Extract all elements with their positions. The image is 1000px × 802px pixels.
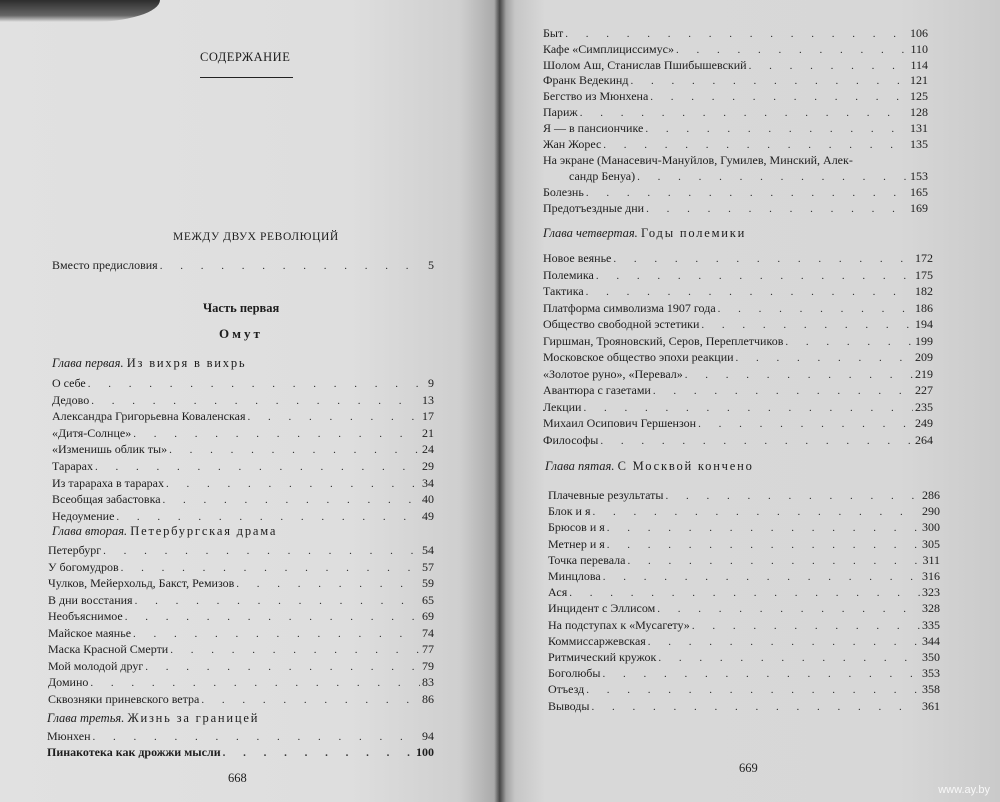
entry-page: 311 (922, 552, 940, 567)
toc-entry (52, 508, 434, 524)
toc-entry (48, 575, 434, 591)
entry-title: Коммиссаржевская (548, 633, 646, 648)
entry-title: Быт (543, 26, 564, 40)
entry-page: 227 (915, 383, 933, 397)
entry-title: «Золотое руно», «Перевал» (543, 366, 683, 381)
toc-entry (543, 432, 933, 448)
toc-entry-screen (543, 168, 928, 184)
entry-page: 59 (422, 576, 434, 590)
entry-page: 286 (922, 488, 940, 502)
entry-title: Боголюбы (548, 666, 601, 681)
leader-dots (718, 301, 913, 317)
entry-page: 29 (422, 459, 434, 473)
entry-page: 69 (422, 609, 434, 623)
entry-page: 153 (910, 169, 928, 183)
entry-page: 110 (910, 41, 928, 56)
toc-entry-screen-line1 (543, 152, 928, 168)
entry-title: Инцидент с Эллисом (548, 601, 656, 616)
leader-dots (586, 682, 920, 698)
entry-page: 353 (922, 666, 940, 681)
toc-entry (543, 136, 928, 152)
entry-page: 344 (922, 633, 940, 648)
toc-entry (543, 283, 933, 299)
entry-page: 323 (922, 585, 940, 600)
entry-page: 5 (428, 258, 434, 272)
toc-entry (48, 608, 434, 624)
entry-title: Недоумение (52, 508, 115, 523)
toc-entry (548, 600, 940, 616)
toc-entry (47, 744, 434, 760)
toc-entry (543, 104, 928, 120)
toc-entry (548, 649, 940, 665)
leader-dots (607, 537, 920, 553)
toc-entry (543, 300, 933, 316)
toc-entry (543, 72, 928, 88)
leader-dots (736, 350, 913, 366)
entry-title: Из тарараха в тарарах (52, 475, 164, 490)
leader-dots (166, 476, 420, 492)
chapter-heading (545, 459, 754, 474)
entry-title: Необъяснимое (48, 609, 123, 623)
entry-page: 235 (915, 399, 933, 414)
toc-entry (548, 552, 940, 568)
leader-dots (591, 699, 920, 715)
leader-dots (565, 26, 908, 42)
chapter-title: Из вихря в вихрь (126, 356, 247, 370)
entry-title: О себе (52, 376, 86, 390)
leader-dots (650, 89, 908, 105)
entry-page: 77 (422, 642, 434, 656)
leader-dots (586, 185, 908, 201)
entry-title: Ася (548, 585, 568, 600)
entry-title: На подступах к «Мусагету» (548, 617, 690, 632)
toc-entry (548, 568, 940, 584)
leader-dots (248, 409, 420, 425)
toc-entry (548, 503, 940, 519)
entry-title: Шолом Аш, Станислав Пшибышевский (543, 57, 747, 72)
toc-entry (543, 349, 933, 365)
entry-page: 79 (422, 658, 434, 673)
entry-title: Франк Ведекинд (543, 73, 629, 88)
entry-page: 57 (422, 559, 434, 574)
entry-title: Полемика (543, 267, 594, 282)
leader-dots (593, 504, 921, 520)
toc-entry (543, 267, 933, 283)
entry-title: Философы (543, 432, 599, 447)
leader-dots (685, 367, 913, 383)
toc-entry (48, 542, 434, 558)
entry-page: 114 (910, 57, 928, 72)
entry-title: Метнер и я (548, 536, 605, 551)
entry-title: Пинакотека как дрожжи мысли (47, 745, 221, 759)
toc-entry (543, 57, 928, 73)
entry-page: 290 (922, 504, 940, 519)
entry-title: Лекции (543, 399, 582, 414)
toc-entry (548, 584, 940, 600)
entry-page: 74 (422, 625, 434, 640)
entry-page: 186 (915, 300, 933, 315)
right-page (500, 0, 1000, 802)
entry-title: Гиршман, Трояновский, Серов, Переплетчиков (543, 333, 784, 348)
leader-dots (630, 73, 908, 89)
entry-title: Мой молодой друг (48, 658, 144, 673)
entry-title: «Изменишь облик ты» (52, 442, 168, 457)
entry-title: У богомудров (48, 559, 119, 574)
toc-entry (52, 392, 434, 408)
entry-page: 135 (910, 136, 928, 151)
toc-entry (548, 633, 940, 649)
leader-dots (170, 642, 420, 658)
leader-dots (201, 692, 420, 708)
leader-dots (103, 543, 420, 559)
entry-page: 249 (915, 416, 933, 430)
leader-dots (692, 618, 920, 634)
toc-entry (543, 41, 928, 57)
entry-page: 209 (915, 350, 933, 364)
entry-title: Отъезд (548, 682, 585, 697)
leader-dots (603, 137, 908, 153)
toc-entry (543, 382, 933, 398)
book-spine (494, 0, 506, 802)
entry-title: Петербург (48, 543, 102, 557)
toc-entry (543, 184, 928, 200)
toc-entry (548, 665, 940, 681)
toc-entry (48, 592, 434, 608)
entry-page: 49 (422, 508, 434, 523)
chapter-label: Глава вторая. (52, 524, 128, 538)
entry-title: Болезнь (543, 185, 584, 199)
leader-dots (223, 745, 414, 761)
entry-title: Чулков, Мейерхольд, Бакст, Ремизов (48, 576, 235, 590)
entry-title: Предотъездные дни (543, 201, 645, 215)
toc-entry (52, 441, 434, 457)
entry-page: 125 (910, 89, 928, 104)
leader-dots (602, 666, 920, 682)
entry-page: 21 (422, 425, 434, 440)
leader-dots (583, 400, 913, 416)
entry-title: Авантюра с газетами (543, 383, 651, 397)
toc-entry (47, 728, 434, 744)
entry-title: Маска Красной Смерти (48, 642, 169, 656)
toc-entry (52, 458, 434, 474)
entry-title: Вместо предисловия (52, 258, 158, 272)
entry-title: Я — в пансиончике (543, 120, 644, 135)
toc-entry (548, 698, 940, 714)
entry-title: Блок и я (548, 504, 591, 519)
leader-dots (121, 560, 420, 576)
toc-entry (52, 425, 434, 441)
entry-title: Ритмический кружок (548, 650, 657, 664)
toc-entry (48, 674, 434, 690)
leader-dots (666, 488, 921, 504)
entry-title: Новое веянье (543, 251, 612, 265)
chapter-title: Жизнь за границей (127, 711, 260, 725)
chapter-label: Глава третья. (47, 711, 125, 725)
toc-entry (48, 641, 434, 657)
entry-title: Платформа символизма 1907 года (543, 300, 716, 315)
leader-dots (133, 426, 420, 442)
page-number: 669 (739, 761, 758, 775)
entry-page: 169 (910, 201, 928, 215)
entry-page: 83 (422, 675, 434, 689)
entry-title: Минцлова (548, 569, 601, 583)
entry-title: Париж (543, 105, 578, 119)
toc-entry (543, 415, 933, 431)
entry-title: Тактика (543, 284, 584, 298)
leader-dots (600, 433, 913, 449)
chapter-label: Глава первая. (52, 356, 124, 370)
leader-dots (163, 492, 420, 508)
leader-dots (653, 383, 913, 399)
leader-dots (749, 58, 909, 74)
toc-entry (543, 200, 928, 216)
toc-entry (52, 375, 434, 391)
leader-dots (637, 169, 908, 185)
chapter-title: Годы полемики (640, 226, 747, 240)
entry-title: сандр Бенуа) (569, 169, 636, 183)
chapter-label: Глава четвертая. (543, 226, 638, 240)
chapter-heading (47, 711, 259, 726)
entry-title: Жан Жорес (543, 136, 602, 151)
entry-page: 128 (910, 105, 928, 119)
entry-page: 131 (910, 120, 928, 135)
entry-title: На экране (Манасевич-Мануйлов, Гумилев, Минский, Алек- (543, 153, 853, 167)
entry-title: Мюнхен (47, 729, 91, 743)
entry-title: Общество свободной эстетики (543, 317, 700, 331)
toc-entry (543, 333, 933, 349)
table-shadow (0, 0, 160, 22)
toc-entry (48, 559, 434, 575)
entry-page: 17 (422, 409, 434, 424)
leader-dots (586, 284, 913, 300)
entry-title: Кафе «Симплициссимус» (543, 41, 674, 56)
entry-title: Брюсов и я (548, 520, 605, 535)
leader-dots (645, 121, 908, 137)
entry-page: 165 (910, 185, 928, 199)
toc-entry (48, 658, 434, 674)
leader-dots (93, 729, 420, 745)
leader-dots (698, 416, 913, 432)
entry-title: Плачевные результаты (548, 488, 664, 502)
toc-entry-preface (52, 257, 434, 273)
leader-dots (116, 509, 420, 525)
page-number: 668 (228, 771, 247, 785)
toc-entry (543, 120, 928, 136)
entry-page: 65 (422, 592, 434, 607)
toc-entry (48, 625, 434, 641)
entry-page: 94 (422, 729, 434, 743)
toc-entry (543, 316, 933, 332)
leader-dots (160, 258, 426, 274)
leader-dots (676, 42, 908, 58)
entry-title: Всеобщая забастовка (52, 492, 161, 507)
entry-page: 300 (922, 520, 940, 535)
entry-title: Майское маянье (48, 625, 132, 640)
leader-dots (701, 317, 913, 333)
entry-page: 328 (922, 601, 940, 616)
entry-title: Михаил Осипович Гершензон (543, 416, 697, 430)
leader-dots (607, 520, 920, 536)
leader-dots (133, 626, 420, 642)
leader-dots (90, 675, 420, 691)
leader-dots (95, 459, 420, 475)
leader-dots (785, 334, 913, 350)
entry-title: Московское общество эпохи реакции (543, 350, 734, 364)
toc-entry (543, 250, 933, 266)
entry-page: 264 (915, 432, 933, 447)
toc-entry (543, 88, 928, 104)
entry-page: 358 (922, 682, 940, 697)
toc-entry (543, 399, 933, 415)
leader-dots (596, 268, 913, 284)
part-title: Часть первая (203, 301, 280, 315)
watermark-text: www.ay.by (938, 784, 990, 796)
toc-entry (543, 366, 933, 382)
entry-page: 172 (915, 251, 933, 265)
entry-title: Домино (48, 675, 89, 689)
entry-page: 106 (910, 26, 928, 40)
leader-dots (569, 585, 920, 601)
leader-dots (657, 601, 920, 617)
entry-page: 316 (922, 569, 940, 583)
section-title: МЕЖДУ ДВУХ РЕВОЛЮЦИЙ (173, 231, 339, 243)
entry-title: В дни восстания (48, 592, 133, 607)
leader-dots (88, 376, 426, 392)
entry-title: Бегство из Мюнхена (543, 89, 649, 104)
leader-dots (648, 634, 920, 650)
title-rule (200, 77, 293, 78)
entry-page: 9 (428, 376, 434, 390)
entry-title: Выводы (548, 698, 590, 713)
leader-dots (91, 393, 420, 409)
leader-dots (580, 105, 908, 121)
leader-dots (169, 442, 420, 458)
entry-page: 24 (422, 442, 434, 457)
entry-page: 350 (922, 650, 940, 664)
entry-title: Тарарах (52, 459, 94, 473)
toc-entry (52, 475, 434, 491)
leader-dots (627, 553, 920, 569)
toc-entry (548, 519, 940, 535)
entry-title: Сквозняки приневского ветра (48, 691, 200, 706)
contents-title: СОДЕРЖАНИЕ (200, 50, 291, 64)
leader-dots (658, 650, 920, 666)
entry-page: 194 (915, 317, 933, 331)
entry-page: 219 (915, 366, 933, 381)
toc-entry (548, 681, 940, 697)
entry-page: 40 (422, 492, 434, 507)
entry-page: 175 (915, 267, 933, 282)
leader-dots (613, 251, 913, 267)
entry-page: 54 (422, 543, 434, 557)
leader-dots (125, 609, 420, 625)
chapter-label: Глава пятая. (545, 459, 615, 473)
chapter-title: Петербургская драма (130, 524, 278, 538)
leader-dots (135, 593, 420, 609)
part-name: Омут (219, 326, 263, 341)
entry-page: 182 (915, 284, 933, 298)
entry-page: 121 (910, 73, 928, 88)
chapter-heading (52, 524, 277, 539)
leader-dots (236, 576, 420, 592)
entry-page: 13 (422, 392, 434, 407)
entry-title: Точка перевала (548, 552, 626, 567)
leader-dots (145, 659, 420, 675)
chapter-heading (543, 226, 746, 241)
leader-dots (603, 569, 920, 585)
toc-entry (48, 691, 434, 707)
leader-dots (646, 201, 908, 217)
entry-page: 335 (922, 617, 940, 632)
toc-entry (52, 408, 434, 424)
entry-title: «Дитя-Солнце» (52, 425, 132, 440)
entry-page: 100 (416, 745, 434, 759)
toc-entry (52, 491, 434, 507)
toc-entry (548, 617, 940, 633)
entry-page: 305 (922, 536, 940, 551)
entry-page: 86 (422, 691, 434, 706)
entry-title: Александра Григорьевна Коваленская (52, 409, 246, 424)
entry-page: 199 (915, 333, 933, 348)
entry-page: 34 (422, 475, 434, 490)
toc-entry (548, 487, 940, 503)
entry-page: 361 (922, 698, 940, 713)
chapter-heading (52, 356, 246, 371)
entry-title: Дедово (52, 392, 90, 407)
toc-entry (548, 536, 940, 552)
toc-entry (543, 25, 928, 41)
chapter-title: С Москвой кончено (617, 459, 754, 473)
